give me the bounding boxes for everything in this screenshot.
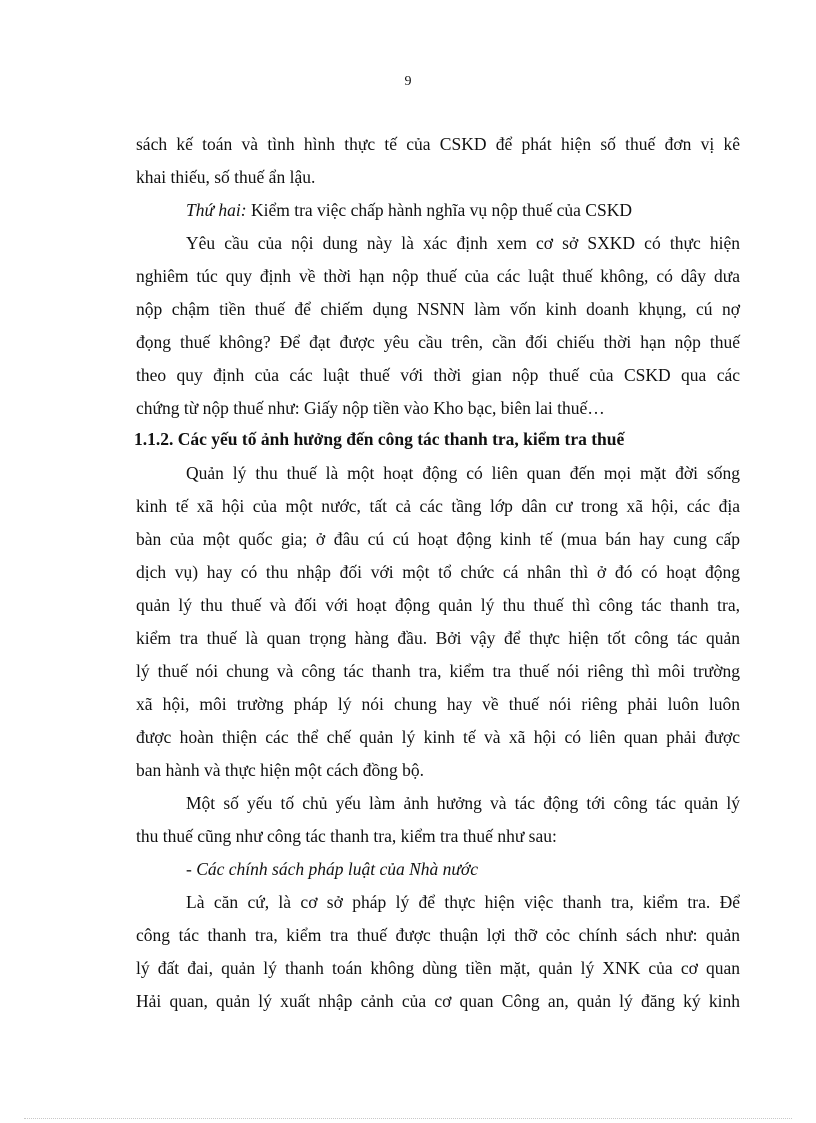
text-line: thu thuế cũng như công tác thanh tra, kiểm tra thuế như sau: xyxy=(136,826,557,846)
text-line: quản lý thu thuế và đối với hoạt động quản lý thu thuế thì công tác thanh tra, xyxy=(136,595,740,615)
page-number: 9 xyxy=(404,74,412,89)
text-line: ban hành và thực hiện một cách đồng bộ. xyxy=(136,760,424,780)
text-line-thu-hai xyxy=(186,199,740,221)
section-heading: 1.1.2. Các yếu tố ảnh hưởng đến công tác thanh tra, kiểm tra thuế xyxy=(134,429,625,449)
text-line: nộp chậm tiền thuế để chiếm dụng NSNN làm vốn kinh doanh khụng, cú nợ xyxy=(136,299,740,319)
text-line: lý thuế nói chung và công tác thanh tra, kiểm tra thuế nói riêng thì môi trường xyxy=(136,661,740,681)
text-line: khai thiếu, số thuế ẩn lậu. xyxy=(136,167,316,187)
italic-text: - Các chính sách pháp luật của Nhà nước xyxy=(186,859,479,879)
text-line: Yêu cầu của nội dung này là xác định xem cơ sở SXKD có thực hiện xyxy=(186,233,740,253)
text-line: kiểm tra thuế là quan trọng hàng đầu. Bởi vậy để thực hiện tốt công tác quản xyxy=(136,628,740,648)
text-line: kinh tế xã hội của một nước, tất cả các tầng lớp dân cư trong xã hội, các địa xyxy=(136,496,740,516)
text-line: Là căn cứ, là cơ sở pháp lý để thực hiện việc thanh tra, kiểm tra. Để xyxy=(186,892,740,912)
text-line: đọng thuế không? Để đạt được yêu cầu trên, cần đối chiếu thời hạn nộp thuế xyxy=(136,332,740,352)
italic-lead: Thứ hai: xyxy=(186,200,251,220)
text-line: nghiêm túc quy định về thời hạn nộp thuế của các luật thuế không, có dây dưa xyxy=(136,266,740,286)
text-line: sách kế toán và tình hình thực tế của CSKD để phát hiện số thuế đơn vị kê xyxy=(136,134,740,154)
text-line: Một số yếu tố chủ yếu làm ảnh hưởng và tác động tới công tác quản lý xyxy=(186,793,740,813)
text-line: công tác thanh tra, kiểm tra thuế được thuận lợi thỡ cỏc chính sách như: quản xyxy=(136,925,740,945)
text-line: chứng từ nộp thuế như: Giấy nộp tiền vào Kho bạc, biên lai thuế… xyxy=(136,398,605,418)
text-line: theo quy định của các luật thuế với thời gian nộp thuế của CSKD qua các xyxy=(136,365,740,385)
text-line: Hải quan, quản lý xuất nhập cảnh của cơ quan Công an, quản lý đăng ký kinh xyxy=(136,991,740,1011)
page-border-dotted xyxy=(24,1118,792,1119)
italic-subheading xyxy=(186,858,740,880)
text-line: dịch vụ) hay có thu nhập đối với một tổ chức cá nhân thì ở đó có hoạt động xyxy=(136,562,740,582)
text-line: lý đất đai, quản lý thanh toán không dùng tiền mặt, quản lý XNK của cơ quan xyxy=(136,958,740,978)
text-span: Kiểm tra việc chấp hành nghĩa vụ nộp thuế của CSKD xyxy=(250,200,632,220)
text-line: bàn của một quốc gia; ở đâu cú cú hoạt động kinh tế (mua bán hay cung cấp xyxy=(136,529,740,549)
text-line: Quản lý thu thuế là một hoạt động có liên quan đến mọi mặt đời sống xyxy=(186,463,740,483)
text-line: xã hội, môi trường pháp lý nói chung hay về thuế nói riêng phải luôn luôn xyxy=(136,694,740,714)
text-line: được hoàn thiện các thể chế quản lý kinh tế và xã hội có liên quan phải được xyxy=(136,727,740,747)
